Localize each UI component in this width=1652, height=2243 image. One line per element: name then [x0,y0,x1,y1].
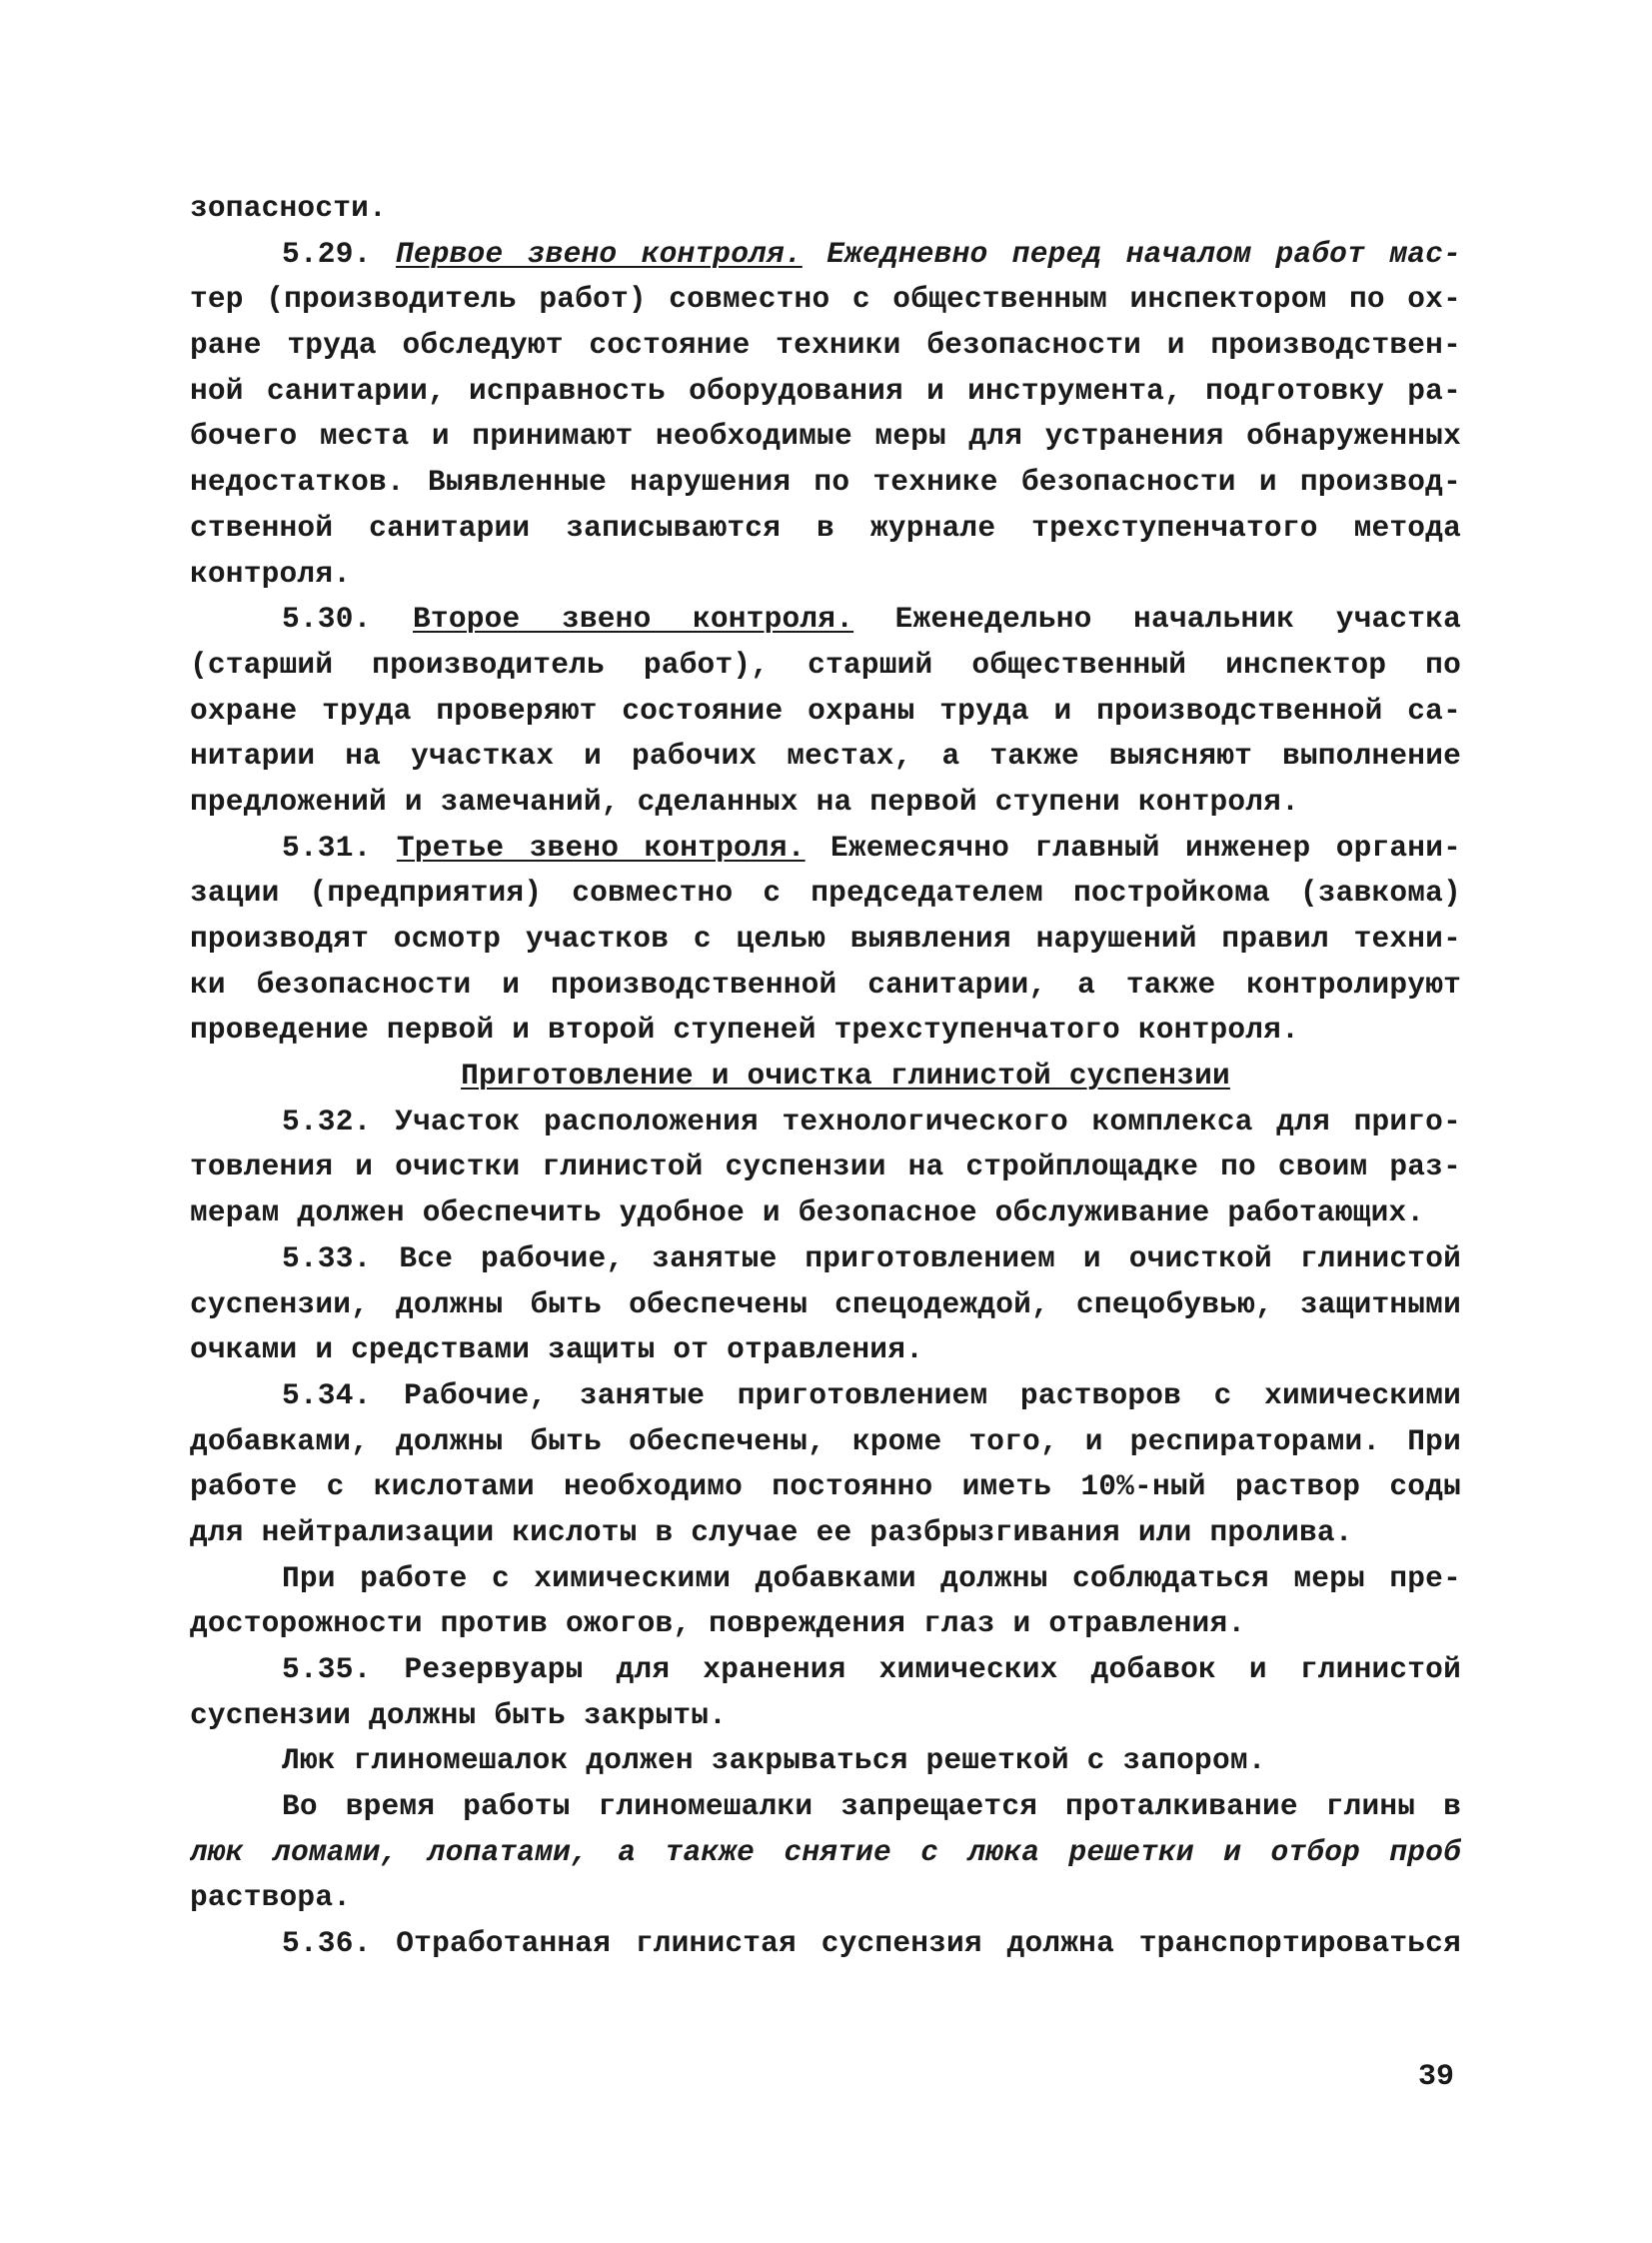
clause-heading: Второе звено контроля. [413,602,854,637]
text-line: предложений и замечаний, сделанных на первой ступени контроля. [190,784,1299,819]
text-line: для нейтрализации кислоты в случае ее разбрызгивания или пролива. [190,1514,1353,1549]
text-line: ной санитарии, исправность оборудования и инструмента, подготовку ра- [190,373,1461,408]
clause-lead: Еженедельно начальник участка [894,602,1461,637]
clause-heading: Первое звено контроля. [395,236,803,271]
paragraph-first-line: 5.33. Все рабочие, занятые приготовлением и очисткой глинистой [282,1240,1461,1275]
intro-line: зопасности. [190,191,387,225]
paragraph-first-line: 5.35. Резервуары для хранения химических добавок и глинистой [282,1652,1461,1686]
text-line: очками и средствами защиты от отравления. [190,1332,924,1367]
text-line: добавками, должны быть обеспечены, кроме того, и респираторами. При [190,1423,1461,1458]
clause-number: 5.30. [282,602,372,637]
section-heading [190,1054,1461,1100]
paragraph-5-29 [190,232,1461,598]
clause-number: 5.29. [282,236,372,271]
clause-number: 5.31. [282,830,372,865]
paragraph-5-32 [190,1100,1461,1236]
text-line: охране труда проверяют состояние охраны труда и производственной са- [190,693,1461,728]
paragraph-5-34 [190,1373,1461,1556]
text-line: тер (производитель работ) совместно с общественным инспектором по ох- [190,282,1461,317]
clause-heading: Третье звено контроля. [396,830,806,865]
text-line: нитарии на участках и рабочих местах, а также выясняют выполнение [190,739,1461,774]
paragraph-first-line: 5.34. Рабочие, занятые приготовлением растворов с химическими [282,1377,1461,1412]
text-line: производят осмотр участков с целью выявления нарушений правил техни- [190,922,1461,956]
text-line: контроля. [190,556,352,591]
paragraph-first-line: Люк глиномешалок должен закрываться решеткой с запором. [282,1743,1266,1778]
text-line: суспензии должны быть закрыты. [190,1697,728,1732]
paragraph-first-line: При работе с химическими добавками должны соблюдаться меры пре- [282,1560,1461,1595]
text-line: недостатков. Выявленные нарушения по технике безопасности и производ- [190,465,1461,500]
paragraph-first-line [190,597,1461,643]
paragraph-5-34-continued [190,1556,1461,1647]
paragraph-first-line: 5.32. Участок расположения технологического комплекса для приго- [282,1104,1461,1138]
text-line: товления и очистки глинистой суспензии на стройплощадке по своим раз- [190,1149,1461,1184]
section-heading-text: Приготовление и очистка глинистой суспензии [461,1059,1230,1094]
paragraph-first-line [190,826,1461,872]
text-line: (старший производитель работ), старший общественный инспектор по [190,647,1461,682]
paragraph-5-35-mixer [190,1784,1461,1921]
text-line: зации (предприятия) совместно с председателем постройкома (завкома) [190,876,1461,911]
text-line-italic: люк ломами, лопатами, а также снятие с люка решетки и отбор проб [190,1834,1461,1869]
paragraph-5-30 [190,597,1461,825]
paragraph-5-31 [190,826,1461,1054]
paragraph-first-line: 5.36. Отработанная глинистая суспензия должна транспортироваться [282,1926,1461,1961]
text-line: мерам должен обеспечить удобное и безопасное обслуживание работающих. [190,1195,1425,1230]
text-line: суспензии, должны быть обеспечены спецодеждой, спецобувью, защитными [190,1286,1461,1321]
text-line: работе с кислотами необходимо постоянно иметь 10%-ный раствор соды [190,1469,1461,1504]
paragraph-first-line: Во время работы глиномешалки запрещается проталкивание глины в [282,1789,1461,1824]
text-line: ране труда обследуют состояние техники безопасности и производствен- [190,328,1461,363]
paragraph-5-35 [190,1647,1461,1738]
document-page [190,186,1461,1967]
clause-lead: Ежедневно перед началом работ мас- [826,236,1461,271]
paragraph-5-36 [190,1921,1461,1967]
paragraph-first-line [190,232,1461,278]
text-line: досторожности против ожогов, повреждения глаз и отравления. [190,1606,1246,1641]
text-line: ки безопасности и производственной санитарии, а также контролируют [190,967,1461,1002]
text-line: ственной санитарии записываются в журнале трехступенчатого метода [190,510,1461,545]
text-line: бочего места и принимают необходимые меры для устранения обнаруженных [190,419,1461,454]
text-line: раствора. [190,1880,352,1915]
text-line: проведение первой и второй ступеней трехступенчатого контроля. [190,1013,1299,1048]
paragraph-5-33 [190,1236,1461,1373]
paragraph-5-35-hatch [190,1738,1461,1784]
page-number: 39 [1417,2060,1454,2094]
clause-lead: Ежемесячно главный инженер органи- [829,830,1461,865]
